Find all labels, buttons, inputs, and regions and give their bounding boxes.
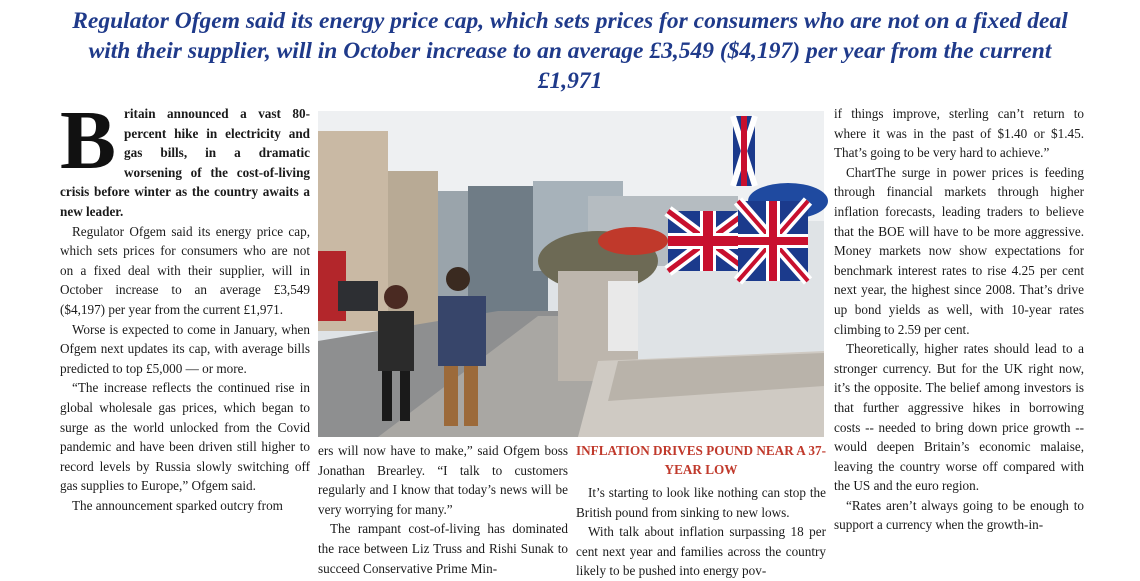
subheading: INFLATION DRIVES POUND NEAR A 37-YEAR LOW xyxy=(576,443,826,477)
paragraph: Theoretically, higher rates should lead to a stronger currency. But for the UK right now, it’s the opposite. The belief among investors is that further aggressive hikes in borrowing costs -- needed to bring down price growth -- would deepen Britain’s economic malaise, leaving the country worse off compared with the US and the euro region. xyxy=(834,341,1084,494)
article-column-1 xyxy=(60,94,310,570)
street-scene-photo xyxy=(318,111,824,437)
lede-text: ritain announced a vast 80-percent hike in electricity and gas bills, in a dramatic worsening of the cost-of-living crisis before winter as the country awaits a new leader. xyxy=(60,106,310,219)
paragraph: Regulator Ofgem said its energy price cap, which sets prices for consumers who are not on a fixed deal with their supplier, will in October increase to an average £3,549 ($4,197) per year from the current £1,971. xyxy=(60,223,310,317)
paragraph: “The increase reflects the continued rise in global wholesale gas prices, which began to surge as the world unlocked from the Covid pandemic and have been driven still higher to record levels by Russia slowly switching off gas supplies to Europe,” Ofgem said. xyxy=(60,380,310,494)
union-flag-2 xyxy=(738,201,808,281)
article-column-3 xyxy=(576,441,826,579)
paragraph: The announcement sparked outcry from xyxy=(72,497,283,513)
paragraph: The rampant cost-of-living has dominated the race between Liz Truss and Rishi Sunak to succeed Conservative Prime Min- xyxy=(318,521,568,576)
lede-paragraph xyxy=(60,94,310,222)
article-column-4 xyxy=(834,104,1084,570)
union-flag-3 xyxy=(733,116,755,186)
headline: Regulator Ofgem said its energy price cap, which sets prices for consumers who are not on a fixed deal with their supplier, will in October increase to an average £3,549 ($4,197) per year from the current £1,971 xyxy=(72,8,1068,94)
paragraph: ChartThe surge in power prices is feeding through financial markets through higher inflation forecasts, leading traders to believe that the BOE will have to be more aggressive. Money markets now show expectations for benchmark interest rates to rise 4.25 per cent next year, the highest since 2008. That’s drive up bond yields as well, with 10-year rates climbing to 2.59 per cent. xyxy=(834,164,1084,337)
union-flag-1 xyxy=(668,211,748,271)
paragraph: It’s starting to look like nothing can stop the British pound from sinking to new lows. xyxy=(576,485,826,520)
paragraph: “Rates aren’t always going to be enough to support a currency when the growth-in- xyxy=(834,497,1084,533)
article-column-2 xyxy=(318,441,568,576)
drop-cap: B xyxy=(60,94,117,187)
paragraph: if things improve, sterling can’t return to where it was in the past of $1.40 or $1.45. That’s going to be very hard to achieve.” xyxy=(834,106,1084,161)
news-photo xyxy=(318,111,824,437)
paragraph: ers will now have to make,” said Ofgem boss Jonathan Brearley. “I talk to customers regularly and I know that today’s news will be very worrying for many.” xyxy=(318,443,568,517)
paragraph: With talk about inflation surpassing 18 per cent next year and families across the country likely to be pushed into energy pov- xyxy=(576,524,826,579)
paragraph: Worse is expected to come in January, when Ofgem next updates its cap, with average bills predicted to top £5,000 — or more. xyxy=(60,321,310,376)
